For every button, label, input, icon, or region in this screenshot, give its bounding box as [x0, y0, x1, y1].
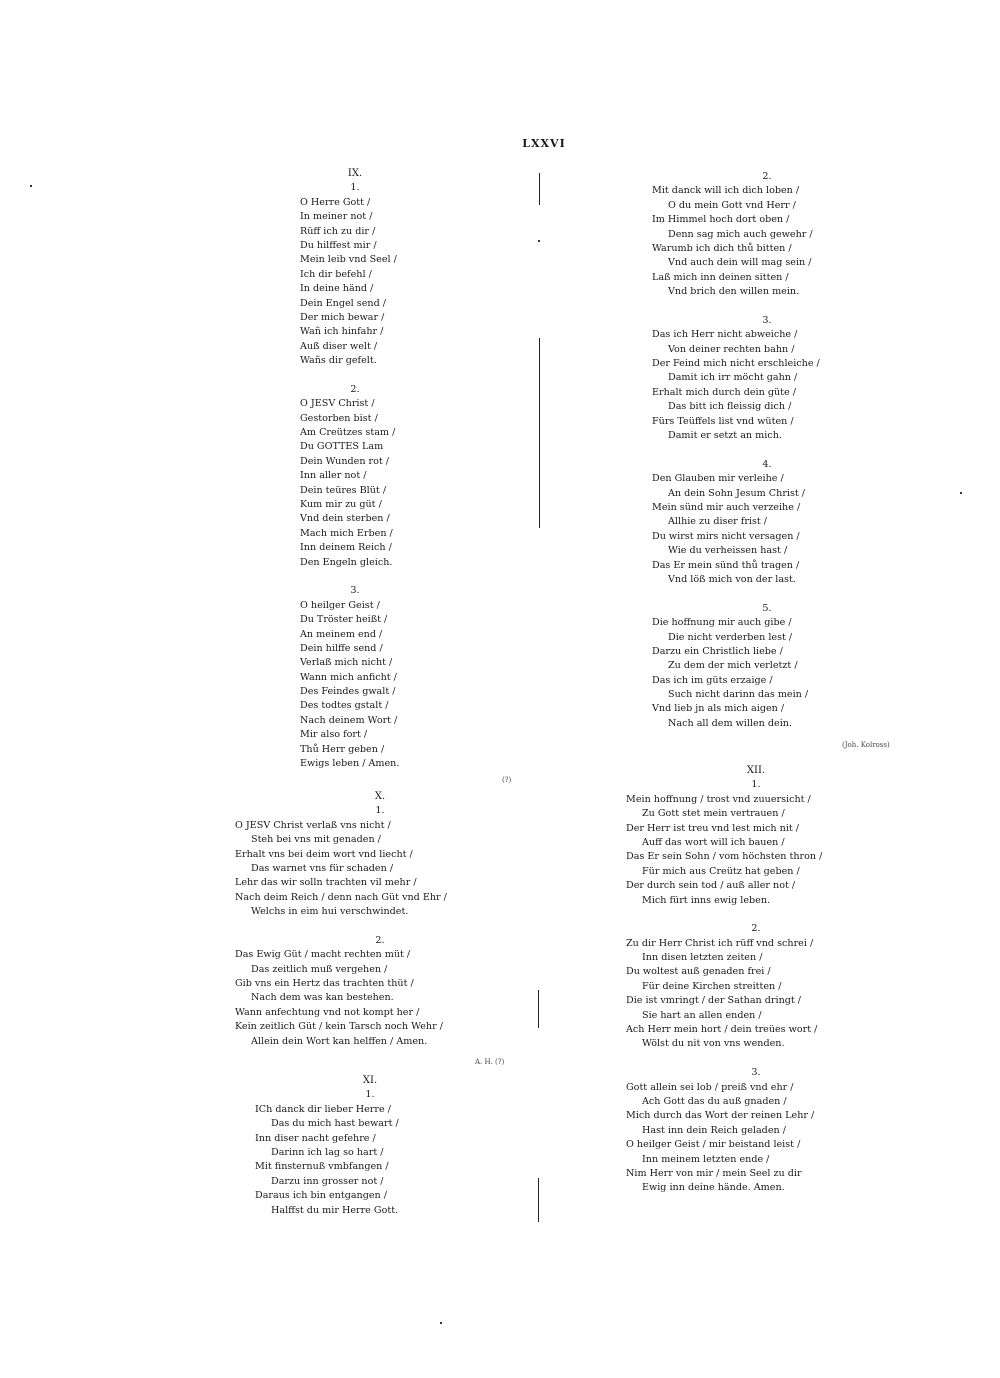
verse-line: Thů Herr geben /	[300, 743, 385, 755]
verse-line: Mit finsternuß vmbfangen /	[255, 1161, 389, 1173]
verse-line: Zu Gott stet mein vertrauen /	[642, 808, 785, 820]
verse-line: Der Feind mich nicht erschleiche /	[652, 358, 820, 370]
verse-line: Das ich Herr nicht abweiche /	[652, 329, 798, 341]
verse-line: Der durch sein tod / auß aller not /	[626, 880, 796, 892]
verse-line: Die ist vmringt / der Sathan dringt /	[626, 995, 802, 1007]
column-rule	[538, 990, 539, 1028]
verse-line: Ach Gott das du auß gnaden /	[642, 1095, 787, 1107]
hymn-numeral: IX.	[347, 168, 363, 179]
verse-line: Mein hoffnung / trost vnd zuuersicht /	[626, 793, 811, 805]
hymn-numeral: XII.	[746, 765, 766, 776]
verse-line: Allhie zu diser frist /	[668, 516, 768, 528]
verse-line: Inn deinem Reich /	[300, 542, 392, 554]
verse-line: Wañ ich hinfahr /	[300, 326, 384, 338]
verse-line: Inn meinem letzten ende /	[642, 1153, 770, 1165]
verse-line: Das bitt ich fleissig dich /	[668, 401, 792, 413]
verse-line: Verlaß mich nicht /	[300, 657, 393, 669]
page-mark	[440, 1322, 442, 1324]
verse-number: 2.	[762, 171, 772, 182]
hymn-ix	[280, 167, 430, 771]
verse-line: Ewigs leben / Amen.	[300, 758, 400, 770]
verse-gap	[235, 920, 525, 934]
verse-number: 1.	[365, 1089, 375, 1101]
verse-line: Laß mich inn deinen sitten /	[652, 271, 789, 283]
verse-line: Für deine Kirchen streitten /	[642, 980, 782, 992]
verse-line: Du hilffest mir /	[300, 239, 377, 251]
verse-line: Am Creützes stam /	[300, 427, 396, 439]
verse-line: O JESV Christ verlaß vns nicht /	[235, 819, 391, 831]
verse-number: 1.	[350, 182, 360, 194]
verse-line: Das warnet vns für schaden /	[251, 862, 394, 874]
verse-line: Mein leib vnd Seel /	[300, 254, 397, 266]
verse-number: 3.	[751, 1067, 761, 1079]
hymn-xi-part-2	[652, 170, 882, 731]
verse-line: Auß diser welt /	[300, 340, 378, 352]
verse-line: Nim Herr von mir / mein Seel zu dir	[626, 1167, 802, 1179]
verse-line: An meinem end /	[300, 628, 383, 640]
verse-line: Mir also fort /	[300, 729, 368, 741]
hymn-x	[235, 790, 525, 1049]
verse-gap	[280, 368, 430, 382]
verse-line: Wann mich anficht /	[300, 671, 397, 683]
verse-line: Dein hilffe send /	[300, 642, 383, 654]
verse-line: Kein zeitlich Güt / kein Tarsch noch Wehr /	[235, 1021, 443, 1033]
verse-line: Rüff ich zu dir /	[300, 225, 376, 237]
verse-line: Ewig inn deine hände. Amen.	[642, 1182, 785, 1194]
column-rule	[539, 173, 540, 205]
verse-line: Du woltest auß genaden frei /	[626, 966, 771, 978]
verse-number: 3.	[762, 314, 772, 326]
verse-line: Gib vns ein Hertz das trachten thüt /	[235, 978, 414, 990]
verse-line: Nach deinem Wort /	[300, 714, 398, 726]
verse-line: Welchs in eim hui verschwindet.	[251, 906, 409, 918]
verse-line: Vnd dein sterben /	[300, 513, 390, 525]
verse-line: ICh danck dir lieber Herre /	[255, 1103, 391, 1115]
verse-number: 2.	[375, 934, 385, 946]
verse-line: Mach mich Erben /	[300, 527, 393, 539]
verse-gap	[280, 570, 430, 584]
verse-line: Ach Herr mein hort / dein treües wort /	[626, 1024, 818, 1036]
verse-line: Von deiner rechten bahn /	[668, 343, 795, 355]
verse-line: Halffst du mir Herre Gott.	[271, 1204, 399, 1216]
verse-line: Vnd brich den willen mein.	[668, 286, 800, 298]
verse-number: 2.	[751, 923, 761, 935]
signature-x: A. H. (?)	[475, 1058, 505, 1066]
verse-line: Gott allein sei lob / preiß vnd ehr /	[626, 1081, 794, 1093]
column-rule	[538, 1178, 539, 1222]
verse-line: Warumb ich dich thů bitten /	[652, 242, 792, 254]
verse-gap	[652, 300, 882, 314]
verse-line: Die hoffnung mir auch gibe /	[652, 617, 792, 629]
verse-line: Der mich bewar /	[300, 311, 385, 323]
verse-number: 2.	[350, 383, 360, 395]
verse-line: Erhalt mich durch dein güte /	[652, 386, 796, 398]
verse-line: Vnd auch dein will mag sein /	[668, 257, 812, 269]
verse-line: Das Er sein Sohn / vom höchsten thron /	[626, 851, 823, 863]
verse-line: Wölst du nit von vns wenden.	[642, 1038, 785, 1050]
verse-line: Das Er mein sünd thů tragen /	[652, 559, 800, 571]
verse-line: Darzu ein Christlich liebe /	[652, 645, 783, 657]
verse-line: O Herre Gott /	[300, 196, 371, 208]
verse-line: Steh bei vns mit genaden /	[251, 834, 381, 846]
verse-line: Auff das wort will ich bauen /	[642, 836, 785, 848]
verse-line: Damit ich irr möcht gahn /	[668, 372, 798, 384]
verse-line: Den Engeln gleich.	[300, 556, 393, 568]
verse-line: Dein Engel send /	[300, 297, 386, 309]
verse-line: Darinn ich lag so hart /	[271, 1146, 384, 1158]
verse-line: Dein Wunden rot /	[300, 455, 390, 467]
verse-number: 4.	[762, 458, 772, 470]
verse-line: Mein sünd mir auch verzeihe /	[652, 501, 801, 513]
verse-line: Wañs dir gefelt.	[300, 355, 377, 367]
verse-line: Im Himmel hoch dort oben /	[652, 214, 790, 226]
verse-gap	[652, 587, 882, 601]
hymn-xii	[626, 764, 886, 1196]
page-number: LXXVI	[522, 137, 566, 150]
verse-line: Du wirst mirs nicht versagen /	[652, 530, 800, 542]
page-mark	[30, 185, 32, 187]
verse-line: Du GOTTES Lam	[300, 441, 384, 453]
verse-line: In meiner not /	[300, 211, 373, 223]
verse-line: Mit danck will ich dich loben /	[652, 185, 800, 197]
hymn-numeral: XI.	[362, 1075, 378, 1086]
verse-line: Ich dir befehl /	[300, 268, 372, 280]
verse-line: O heilger Geist /	[300, 599, 380, 611]
verse-line: Das ich im güts erzaige /	[652, 674, 773, 686]
hymn-xi-part-1	[255, 1074, 485, 1218]
verse-line: Nach deim Reich / denn nach Güt vnd Ehr /	[235, 891, 447, 903]
signature-xi: (Joh. Kolross)	[842, 741, 890, 749]
verse-line: Inn aller not /	[300, 470, 367, 482]
verse-line: O JESV Christ /	[300, 398, 375, 410]
verse-line: Des Feindes gwalt /	[300, 686, 396, 698]
verse-line: Wie du verheissen hast /	[668, 545, 788, 557]
verse-line: Das du mich hast bewart /	[271, 1118, 399, 1130]
verse-line: Mich fürt inns ewig leben.	[642, 894, 771, 906]
verse-line: Zu dem der mich verletzt /	[668, 660, 798, 672]
verse-line: Such nicht darinn das mein /	[668, 689, 809, 701]
verse-line: Kum mir zu güt /	[300, 498, 382, 510]
verse-line: Inn disen letzten zeiten /	[642, 952, 763, 964]
verse-line: Das zeitlich muß vergehen /	[251, 963, 388, 975]
verse-line: Darzu inn grosser not /	[271, 1175, 384, 1187]
column-rule	[539, 338, 540, 528]
verse-gap	[626, 908, 886, 922]
verse-line: Vnd löß mich von der last.	[668, 573, 796, 585]
verse-line: Den Glauben mir verleihe /	[652, 473, 784, 485]
verse-line: Vnd lieb jn als mich aigen /	[652, 703, 785, 715]
verse-line: Der Herr ist treu vnd lest mich nit /	[626, 822, 800, 834]
verse-number: 3.	[350, 585, 360, 597]
verse-line: Allein dein Wort kan helffen / Amen.	[251, 1035, 428, 1047]
verse-number: 5.	[762, 602, 772, 614]
verse-line: Nach all dem willen dein.	[668, 717, 793, 729]
verse-line: Zu dir Herr Christ ich rüff vnd schrei /	[626, 937, 814, 949]
verse-line: Wann anfechtung vnd not kompt her /	[235, 1006, 420, 1018]
verse-line: Daraus ich bin entgangen /	[255, 1190, 388, 1202]
verse-line: Du Tröster heißt /	[300, 614, 388, 626]
verse-gap	[626, 1052, 886, 1066]
verse-line: Des todtes gstalt /	[300, 700, 389, 712]
signature-ix: (?)	[502, 776, 512, 784]
verse-line: O du mein Gott vnd Herr /	[668, 199, 796, 211]
page-mark	[960, 492, 962, 494]
verse-line: Mich durch das Wort der reinen Lehr /	[626, 1110, 815, 1122]
verse-line: Erhalt vns bei deim wort vnd liecht /	[235, 848, 413, 860]
verse-line: Dein teüres Blüt /	[300, 484, 387, 496]
verse-line: Gestorben bist /	[300, 412, 378, 424]
verse-line: Nach dem was kan bestehen.	[251, 992, 394, 1004]
verse-line: Denn sag mich auch gewehr /	[668, 228, 813, 240]
verse-line: Die nicht verderben lest /	[668, 631, 793, 643]
verse-line: In deine händ /	[300, 283, 374, 295]
verse-line: Damit er setzt an mich.	[668, 430, 782, 442]
verse-line: Hast inn dein Reich geladen /	[642, 1124, 786, 1136]
verse-line: Das Ewig Güt / macht rechten müt /	[235, 949, 411, 961]
verse-gap	[652, 443, 882, 457]
verse-line: Für mich aus Creütz hat geben /	[642, 865, 800, 877]
verse-line: O heilger Geist / mir beistand leist /	[626, 1139, 801, 1151]
verse-line: Fürs Teüffels list vnd wüten /	[652, 415, 794, 427]
verse-line: Sie hart an allen enden /	[642, 1009, 762, 1021]
page-mark	[538, 240, 540, 242]
verse-number: 1.	[375, 805, 385, 817]
hymn-numeral: X.	[374, 791, 386, 802]
verse-line: Lehr das wir solln trachten vil mehr /	[235, 877, 417, 889]
verse-line: Inn diser nacht gefehre /	[255, 1132, 376, 1144]
verse-number: 1.	[751, 779, 761, 791]
verse-line: An dein Sohn Jesum Christ /	[668, 487, 806, 499]
